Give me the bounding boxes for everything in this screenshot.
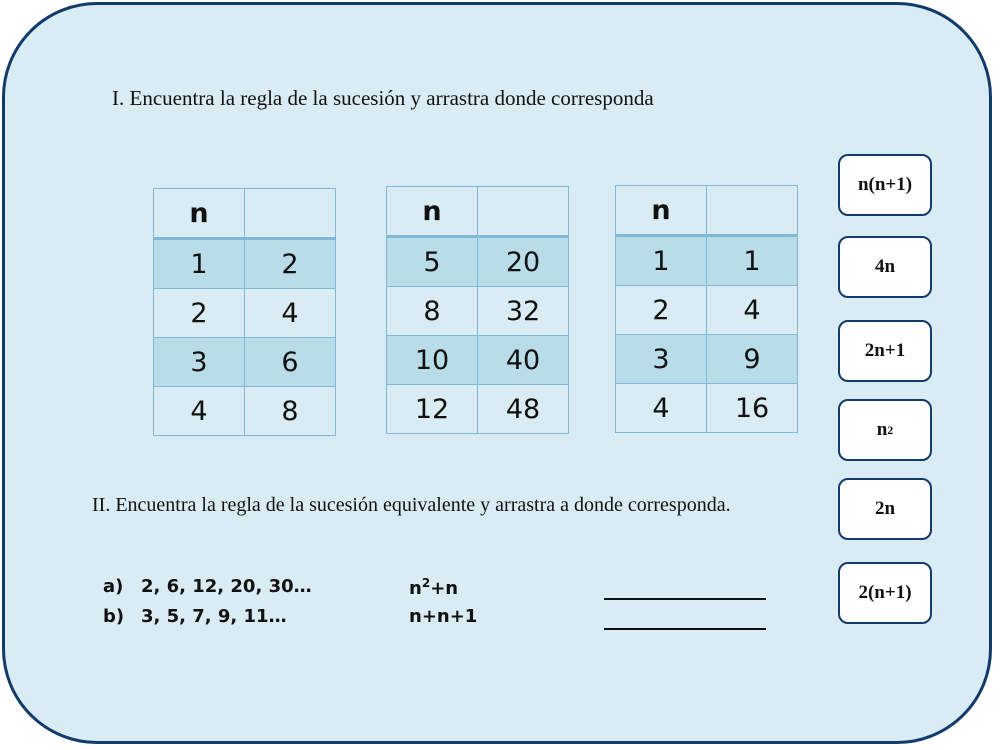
table-cell: 2 (245, 239, 336, 289)
table-cell: 1 (154, 239, 245, 289)
table-cell: 4 (245, 289, 336, 338)
sequence-table-1 (153, 188, 336, 436)
answer-blank-a[interactable] (604, 597, 766, 600)
item-letter-a: a) (103, 576, 124, 597)
rule-chip-2n-plus-1[interactable]: 2n+1 (838, 320, 932, 382)
table-cell: 6 (245, 338, 336, 387)
table-cell: 10 (387, 336, 478, 385)
table-cell: 40 (478, 336, 569, 385)
table-cell: 16 (707, 384, 798, 433)
table-cell: 3 (154, 338, 245, 387)
chip-label-exponent: 2 (887, 422, 894, 437)
section2-title: II. Encuentra la regla de la sucesión equivalente y arrastra a donde corresponda. (92, 494, 731, 516)
item-letter-b: b) (103, 606, 125, 627)
table-cell: 5 (387, 237, 478, 287)
rule-chip-n-squared[interactable] (838, 399, 932, 461)
table-cell: 2 (154, 289, 245, 338)
item-rule-b: n+n+1 (409, 606, 478, 627)
rule-tail: +n (430, 578, 459, 599)
rule-chip-2n[interactable]: 2n (838, 478, 932, 540)
answer-blank-b[interactable] (604, 627, 766, 630)
rule-exponent: 2 (421, 576, 431, 590)
rule-chip-4n[interactable]: 4n (838, 236, 932, 298)
rule-chip-n-n-plus-1[interactable]: n(n+1) (838, 154, 932, 216)
table-cell: 3 (616, 335, 707, 384)
table-cell: 9 (707, 335, 798, 384)
table-header-n: n (387, 187, 478, 237)
table-cell: 2 (616, 286, 707, 335)
table-header-n: n (616, 186, 707, 236)
item-sequence-b: 3, 5, 7, 9, 11… (141, 606, 287, 627)
rule-chip-2-n-plus-1[interactable]: 2(n+1) (838, 562, 932, 624)
table-header-drop-target[interactable] (478, 187, 569, 237)
table-cell: 8 (245, 387, 336, 436)
table-cell: 1 (707, 236, 798, 286)
section1-title: I. Encuentra la regla de la sucesión y arrastra donde corresponda (112, 86, 654, 110)
table-header-drop-target[interactable] (245, 189, 336, 239)
sequence-table-3 (615, 185, 798, 433)
table-cell: 4 (616, 384, 707, 433)
table-header-n: n (154, 189, 245, 239)
table-cell: 8 (387, 287, 478, 336)
chip-label-base: n (876, 419, 888, 440)
table-cell: 4 (154, 387, 245, 436)
item-rule-a (409, 576, 458, 599)
table-cell: 4 (707, 286, 798, 335)
table-cell: 32 (478, 287, 569, 336)
item-sequence-a: 2, 6, 12, 20, 30… (141, 576, 312, 597)
rule-base: n (409, 578, 422, 599)
table-cell: 12 (387, 385, 478, 434)
table-cell: 20 (478, 237, 569, 287)
sequence-table-2 (386, 186, 569, 434)
table-header-drop-target[interactable] (707, 186, 798, 236)
table-cell: 1 (616, 236, 707, 286)
table-cell: 48 (478, 385, 569, 434)
